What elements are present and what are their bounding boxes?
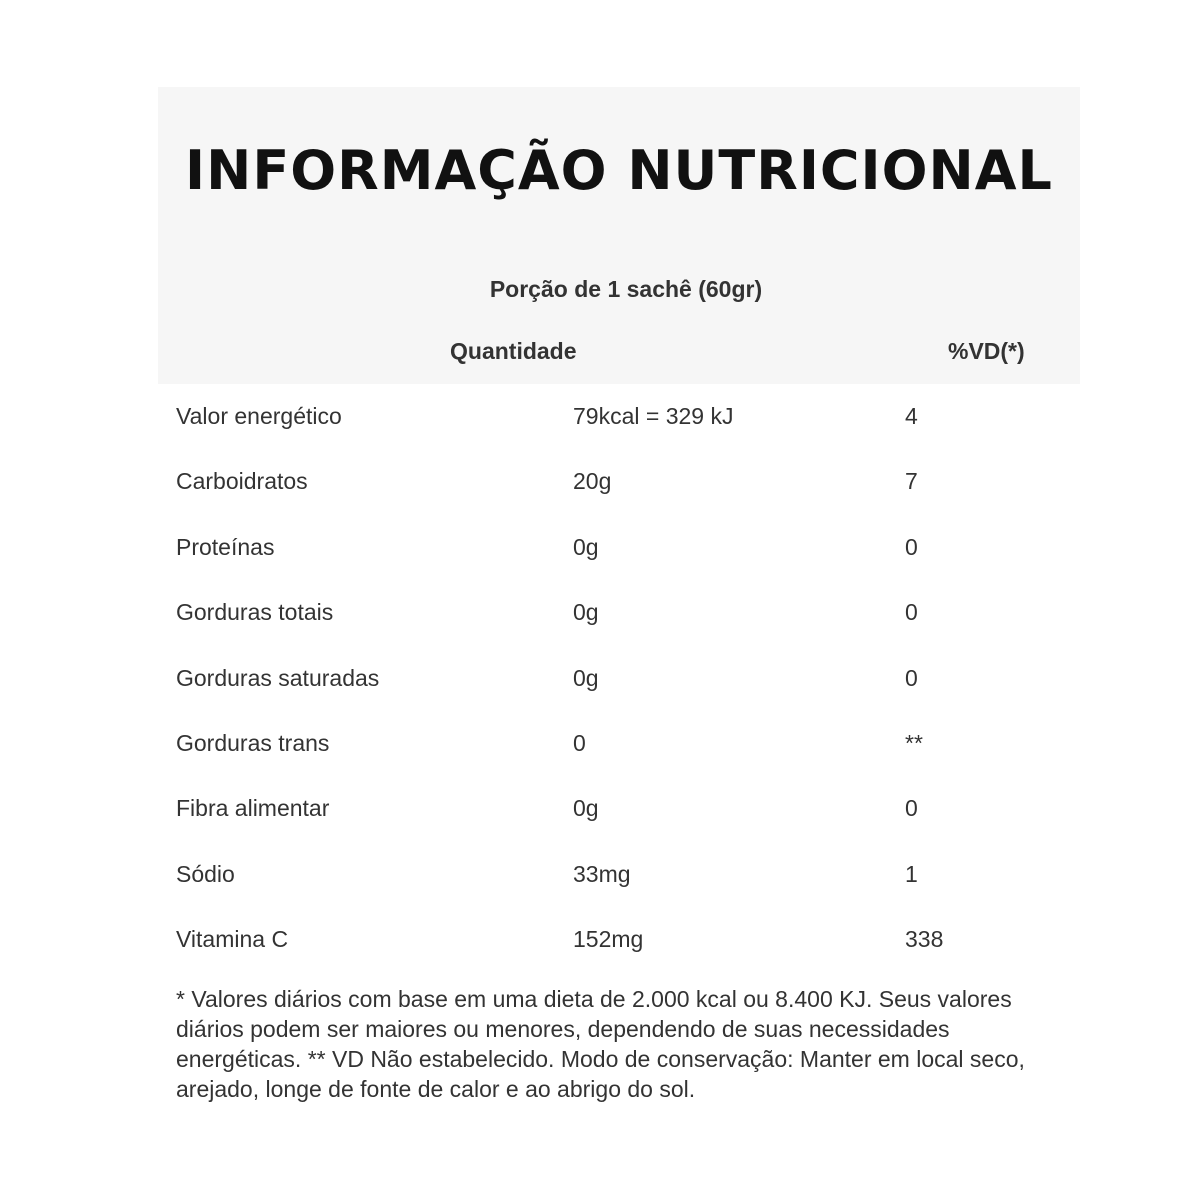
nutrient-name: Fibra alimentar [176, 795, 330, 822]
nutrient-name: Carboidratos [176, 468, 308, 495]
nutrient-amount: 0g [573, 533, 599, 560]
nutrient-vd: ** [905, 729, 923, 756]
nutrient-vd: 4 [905, 403, 918, 429]
nutrient-vd: 7 [905, 468, 918, 495]
nutrient-name: Sódio [176, 860, 235, 887]
nutrient-amount: 0g [573, 599, 599, 626]
nutrient-amount: 152mg [573, 926, 644, 953]
nutrient-vd: 0 [905, 599, 918, 626]
nutrient-name: Proteínas [176, 533, 275, 560]
nutrient-vd: 0 [905, 533, 918, 560]
table-row [176, 384, 1080, 449]
column-header-vd: %VD(*) [948, 338, 1025, 364]
column-header-quantity: Quantidade [450, 338, 577, 364]
nutrient-amount: 0g [573, 795, 599, 822]
nutrient-vd: 338 [905, 926, 944, 953]
nutrient-vd: 0 [905, 664, 918, 691]
table-row [176, 776, 1080, 841]
nutrient-name: Vitamina C [176, 926, 289, 953]
table-row [176, 907, 1080, 972]
nutrient-amount: 79kcal = 329 kJ [573, 403, 734, 429]
table-row [176, 711, 1080, 776]
nutrient-amount: 33mg [573, 860, 631, 887]
nutrient-amount: 0 [573, 729, 586, 756]
nutrient-amount: 20g [573, 468, 612, 495]
portion-size: Porção de 1 sachê (60gr) [489, 276, 763, 302]
nutrient-vd: 0 [905, 795, 918, 822]
page-title: INFORMAÇÃO NUTRICIONAL [185, 139, 1053, 202]
table-row [176, 449, 1080, 514]
nutrient-name: Gorduras trans [176, 729, 330, 756]
footnote: * Valores diários com base em uma dieta de 2.000 kcal ou 8.400 KJ. Seus valores diários podem ser maiores ou menores, dependendo de suas necessidades energéticas. ** VD Não estabelecido. Modo de conservação: Manter em local seco, arejado, longe de fonte de calor e ao abrigo do sol. [176, 986, 1025, 1102]
nutrient-vd: 1 [905, 860, 918, 887]
table-row [176, 646, 1080, 711]
table-row [176, 580, 1080, 645]
nutrient-name: Gorduras totais [176, 599, 334, 626]
table-row [176, 842, 1080, 907]
nutrition-table [176, 384, 1080, 973]
table-row [176, 515, 1080, 580]
header-panel [158, 87, 1080, 384]
nutrient-name: Gorduras saturadas [176, 664, 380, 691]
nutrient-name: Valor energético [176, 403, 342, 429]
nutrient-amount: 0g [573, 664, 599, 691]
